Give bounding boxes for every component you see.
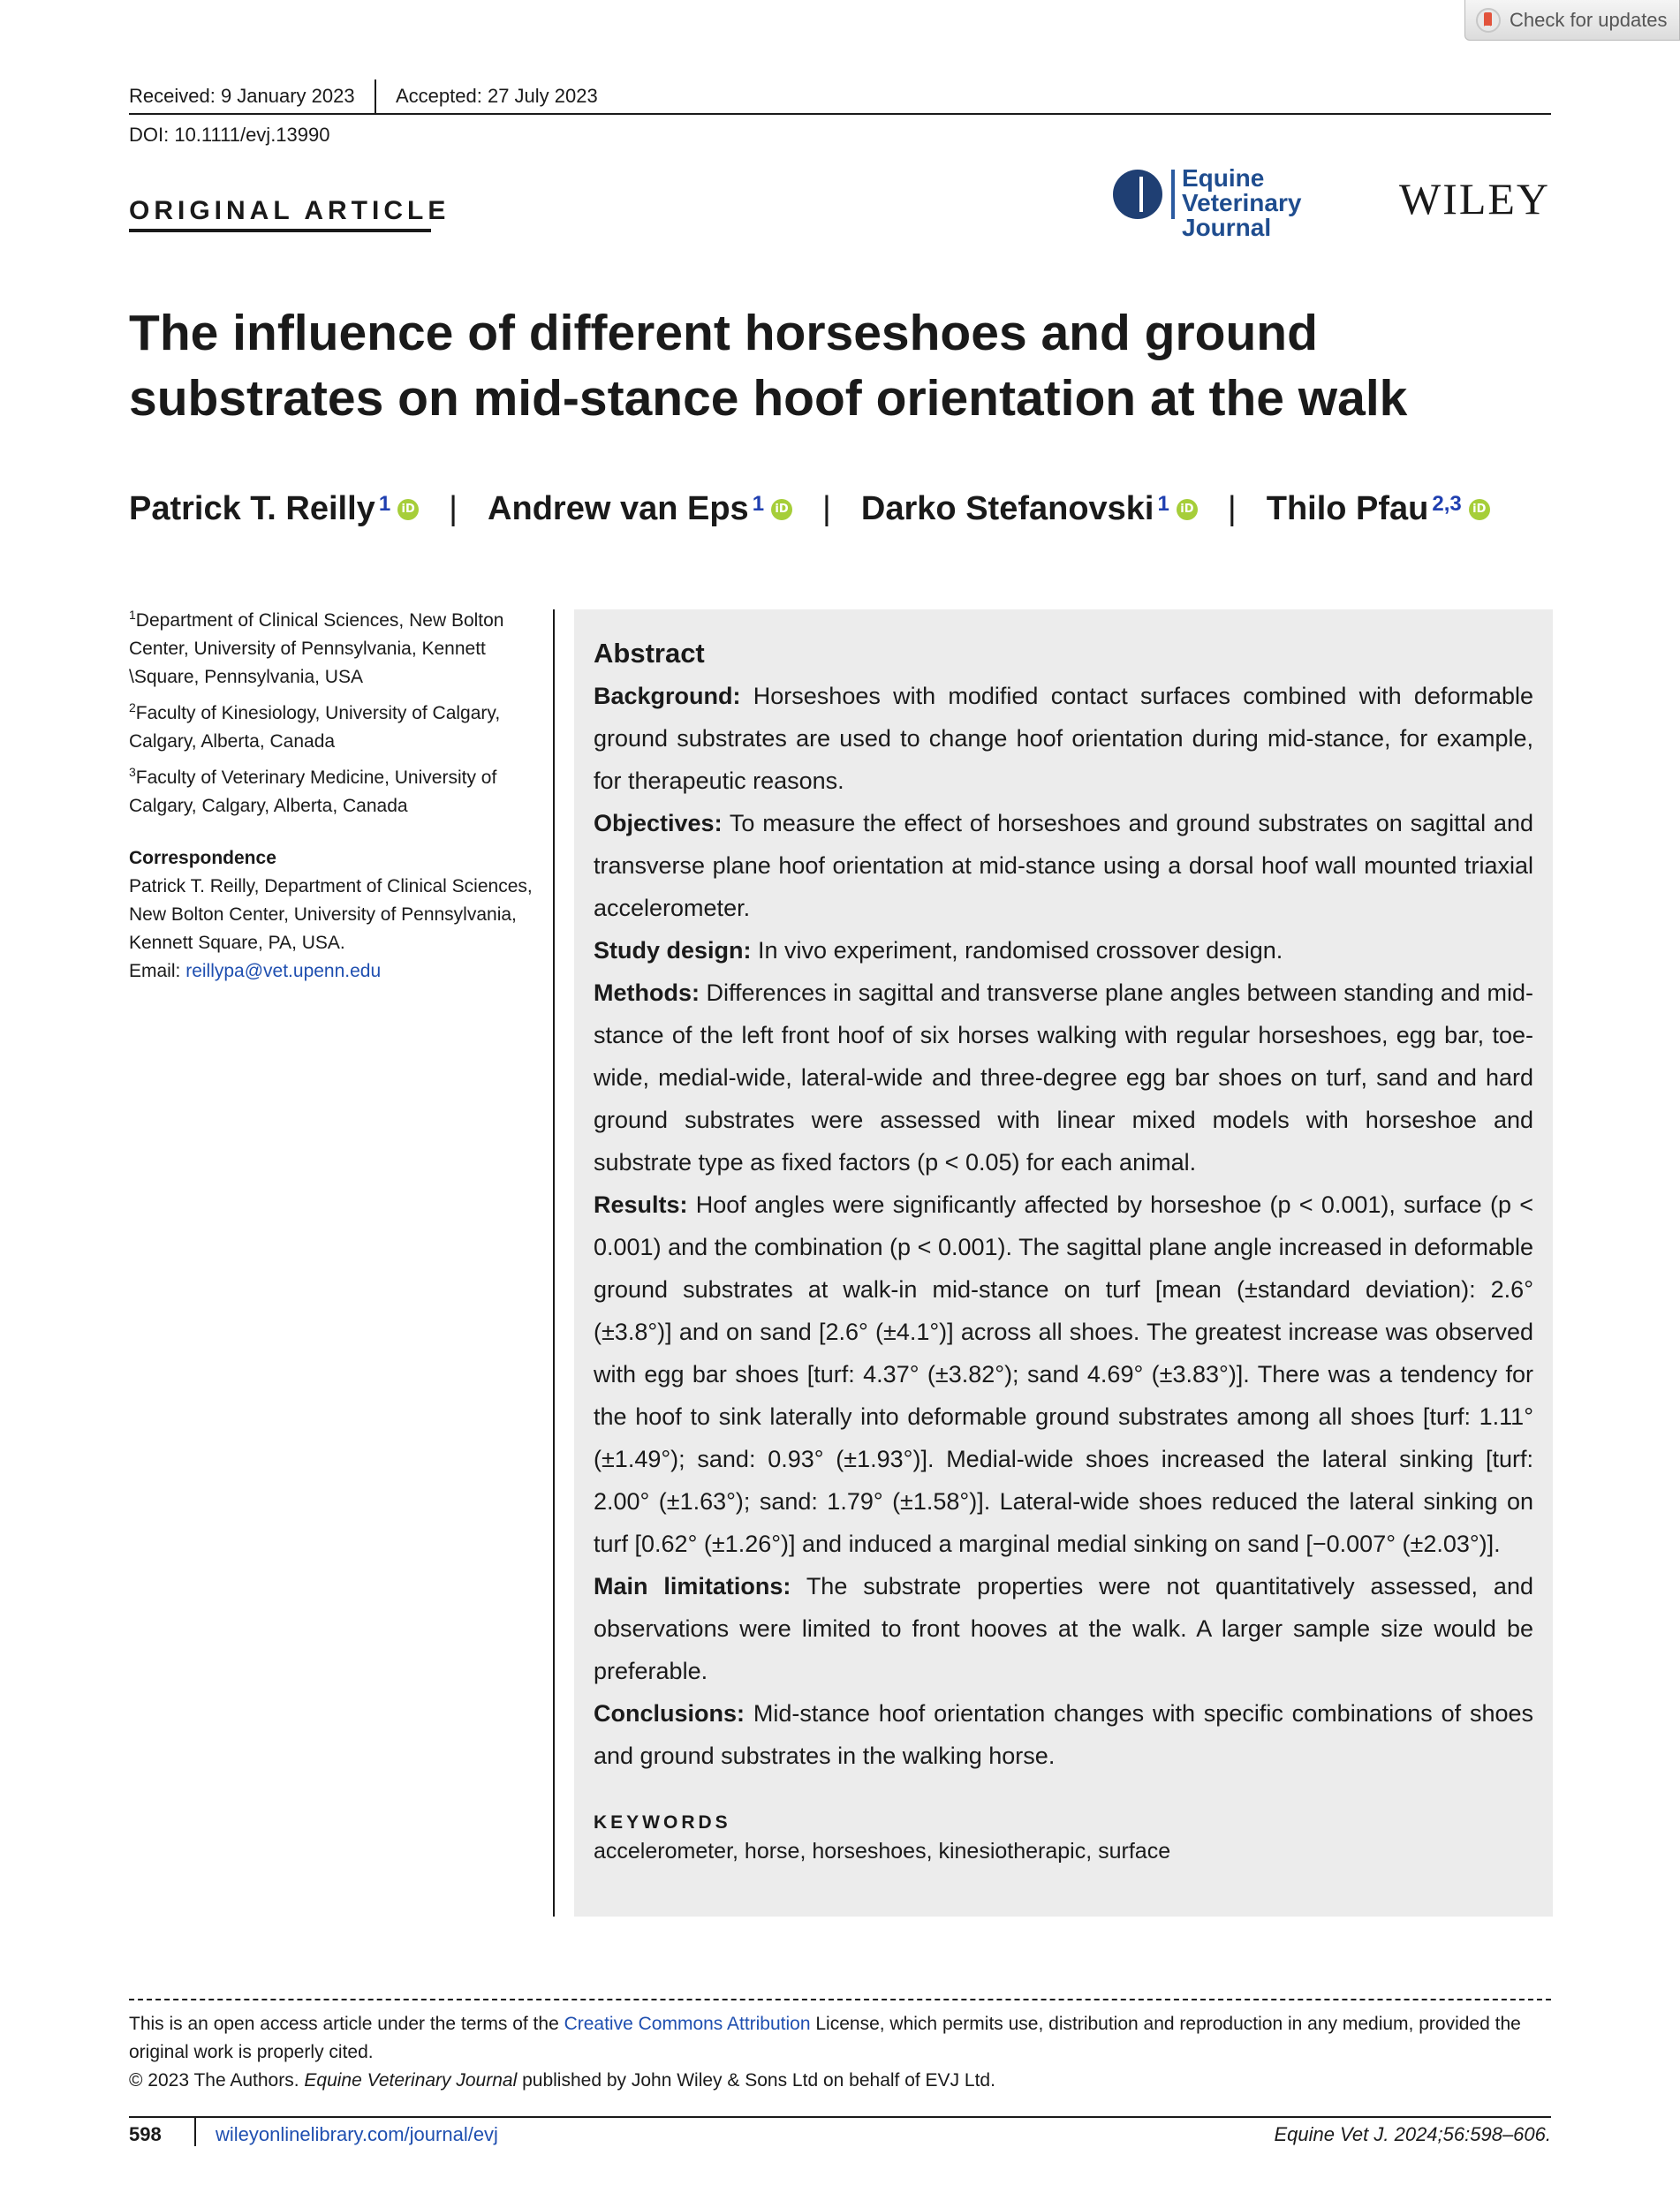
copyright-notice: [129, 2067, 1551, 2095]
journal-logo-line2: Journal: [1182, 214, 1272, 241]
abstract-results: [594, 1183, 1533, 1565]
header-divider: [375, 79, 376, 113]
orcid-icon[interactable]: iD: [397, 499, 419, 520]
section-text: Mid-stance hoof orientation changes with specific combinations of shoes and ground substrates in the walking horse.: [594, 1700, 1533, 1769]
affiliation-number: 2: [129, 700, 136, 715]
bookmark-icon: [1476, 8, 1501, 33]
author-name[interactable]: Darko Stefanovski: [860, 490, 1154, 527]
title-line: substrates on mid-stance hoof orientation at the walk: [129, 370, 1408, 427]
article-type-underline: [129, 229, 431, 232]
copyright-text: © 2023 The Authors.: [129, 2070, 305, 2091]
author-separator: |: [449, 490, 458, 527]
column-rule: [553, 609, 555, 1917]
email-label: Email:: [129, 961, 181, 981]
footer-dashed-rule: [129, 1999, 1551, 2000]
section-label: Study design:: [594, 937, 752, 964]
author-list: [129, 490, 1490, 528]
section-label: Methods:: [594, 979, 700, 1006]
author-name[interactable]: Thilo Pfau: [1266, 490, 1429, 527]
license-link[interactable]: Creative Commons Attribution: [564, 2014, 811, 2034]
section-label: Conclusions:: [594, 1700, 745, 1727]
article-type: ORIGINAL ARTICLE: [129, 196, 450, 225]
publisher-logo[interactable]: WILEY: [1399, 174, 1551, 223]
abstract-heading: Abstract: [594, 638, 705, 669]
author-affiliation-marker: 1: [752, 491, 765, 516]
abstract-design: [594, 929, 1533, 972]
section-text: The substrate properties were not quantitatively assessed, and observations were limited to front hooves at the walk. A larger sample size would be preferable.: [594, 1573, 1533, 1684]
affiliation-number: 3: [129, 765, 136, 779]
section-text: Horseshoes with modified contact surfaces combined with deformable ground substrates are used to change hoof orientation during mid-stance, for example, for therapeutic reasons.: [594, 683, 1533, 794]
author-name[interactable]: Andrew van Eps: [488, 490, 749, 527]
page-number: 598: [129, 2123, 162, 2145]
section-text: Hoof angles were significantly affected by horseshoe (p < 0.001), surface (p < 0.001) and the combination (p < 0.001). The sagittal plane angle increased in deformable ground substrates at walk-in mid-stance on turf [mean (±standard deviation): 2.6° (±3.8°)] and on sand [2.6° (±4.1°)] across all shoes. The greatest increase was observed with egg bar shoes [turf: 4.37° (±3.82°); sand 4.69° (±3.83°)]. There was a tendency for the hoof to sink laterally into deformable ground substrates among all shoes [turf: 1.11° (±1.49°); sand: 0.93° (±1.93°)]. Medial-wide shoes increased the lateral sinking [turf: 2.00° (±1.63°); sand: 1.79° (±1.58°)]. Lateral-wide shoes reduced the lateral sinking on turf [0.62° (±1.26°)] and induced a marginal medial sinking on sand [−0.007° (±2.03°)].: [594, 1191, 1533, 1557]
orcid-icon[interactable]: iD: [771, 499, 792, 520]
check-for-updates-button[interactable]: [1464, 0, 1680, 41]
copyright-text: published by John Wiley & Sons Ltd on behalf of EVJ Ltd.: [517, 2070, 995, 2091]
author-separator: |: [1227, 490, 1237, 527]
journal-citation: Equine Vet J. 2024;56:598–606.: [1274, 2123, 1551, 2145]
logo-bar: [1171, 170, 1175, 219]
affiliation-text: Department of Clinical Sciences, New Bolton Center, University of Pennsylvania, Kennett \Square, Pennsylvania, USA: [129, 610, 504, 687]
doi: DOI: 10.1111/evj.13990: [129, 124, 330, 146]
section-label: Results:: [594, 1191, 688, 1218]
affiliation-text: Faculty of Kinesiology, University of Calgary, Calgary, Alberta, Canada: [129, 703, 501, 752]
orcid-icon[interactable]: iD: [1469, 499, 1490, 520]
section-text: To measure the effect of horseshoes and ground substrates on sagittal and transverse plane hoof orientation at mid-stance using a dorsal hoof wall mounted triaxial accelerometer.: [594, 810, 1534, 921]
accepted-date: Accepted: 27 July 2023: [396, 85, 598, 107]
horse-emblem-icon: [1113, 170, 1162, 219]
header-rule: [129, 113, 1551, 115]
check-for-updates-label: Check for updates: [1510, 8, 1668, 31]
journal-logo-text: [1182, 166, 1378, 240]
section-label: Main limitations:: [594, 1573, 791, 1599]
footer-rule: [129, 2116, 1551, 2118]
abstract-box: [574, 609, 1553, 1917]
license-text: This is an open access article under the terms of the: [129, 2014, 564, 2034]
copyright-journal: Equine Veterinary Journal: [304, 2070, 518, 2091]
abstract-objectives: [594, 802, 1533, 929]
journal-logo[interactable]: [1113, 164, 1378, 241]
section-label: Background:: [594, 683, 741, 709]
affiliation-number: 1: [129, 608, 136, 622]
abstract-limitations: [594, 1565, 1533, 1692]
journal-url-link[interactable]: wileyonlinelibrary.com/journal/evj: [216, 2123, 498, 2145]
section-label: Objectives:: [594, 810, 723, 836]
affiliation-1: [129, 601, 535, 692]
affiliation-text: Faculty of Veterinary Medicine, University of Calgary, Calgary, Alberta, Canada: [129, 768, 497, 816]
correspondence-text: Patrick T. Reilly, Department of Clinical Sciences, New Bolton Center, University of Pennsylvania, Kennett Square, PA, USA.: [129, 876, 533, 953]
affiliation-3: [129, 758, 535, 820]
footer-divider: [194, 2116, 196, 2146]
title-line: The influence of different horseshoes and ground: [129, 305, 1318, 361]
article-title: [129, 300, 1507, 431]
section-text: In vivo experiment, randomised crossover design.: [758, 937, 1283, 964]
license-text: License, which permits use, distribution and reproduction in any medium, provided the original work is properly cited.: [129, 2014, 1521, 2062]
orcid-icon[interactable]: iD: [1177, 499, 1198, 520]
author-name[interactable]: Patrick T. Reilly: [129, 490, 375, 527]
license-notice: [129, 2010, 1551, 2067]
keywords-heading: KEYWORDS: [594, 1812, 731, 1833]
journal-logo-line1: Equine Veterinary: [1182, 164, 1302, 216]
correspondence-block: [129, 873, 535, 986]
abstract-conclusions: [594, 1692, 1533, 1777]
abstract-methods: [594, 972, 1533, 1183]
author-affiliation-marker: 1: [378, 491, 391, 516]
affiliation-2: [129, 693, 535, 756]
author-affiliation-marker: 2,3: [1432, 491, 1462, 516]
correspondence-heading: Correspondence: [129, 848, 276, 868]
section-text: Differences in sagittal and transverse plane angles between standing and mid-stance of the left front hoof of six horses walking with regular horseshoes, egg bar, toe-wide, medial-wide, lateral-wide and three-degree egg bar shoes on turf, sand and hard ground substrates were assessed with linear mixed models with horseshoe and substrate type as fixed factors (p < 0.05) for each animal.: [594, 979, 1533, 1176]
email-link[interactable]: reillypa@vet.upenn.edu: [185, 961, 382, 981]
abstract-background: [594, 675, 1533, 802]
keywords-list: accelerometer, horse, horseshoes, kinesiotherapic, surface: [594, 1839, 1171, 1864]
author-separator: |: [822, 490, 831, 527]
author-affiliation-marker: 1: [1157, 491, 1169, 516]
received-date: Received: 9 January 2023: [129, 85, 355, 107]
